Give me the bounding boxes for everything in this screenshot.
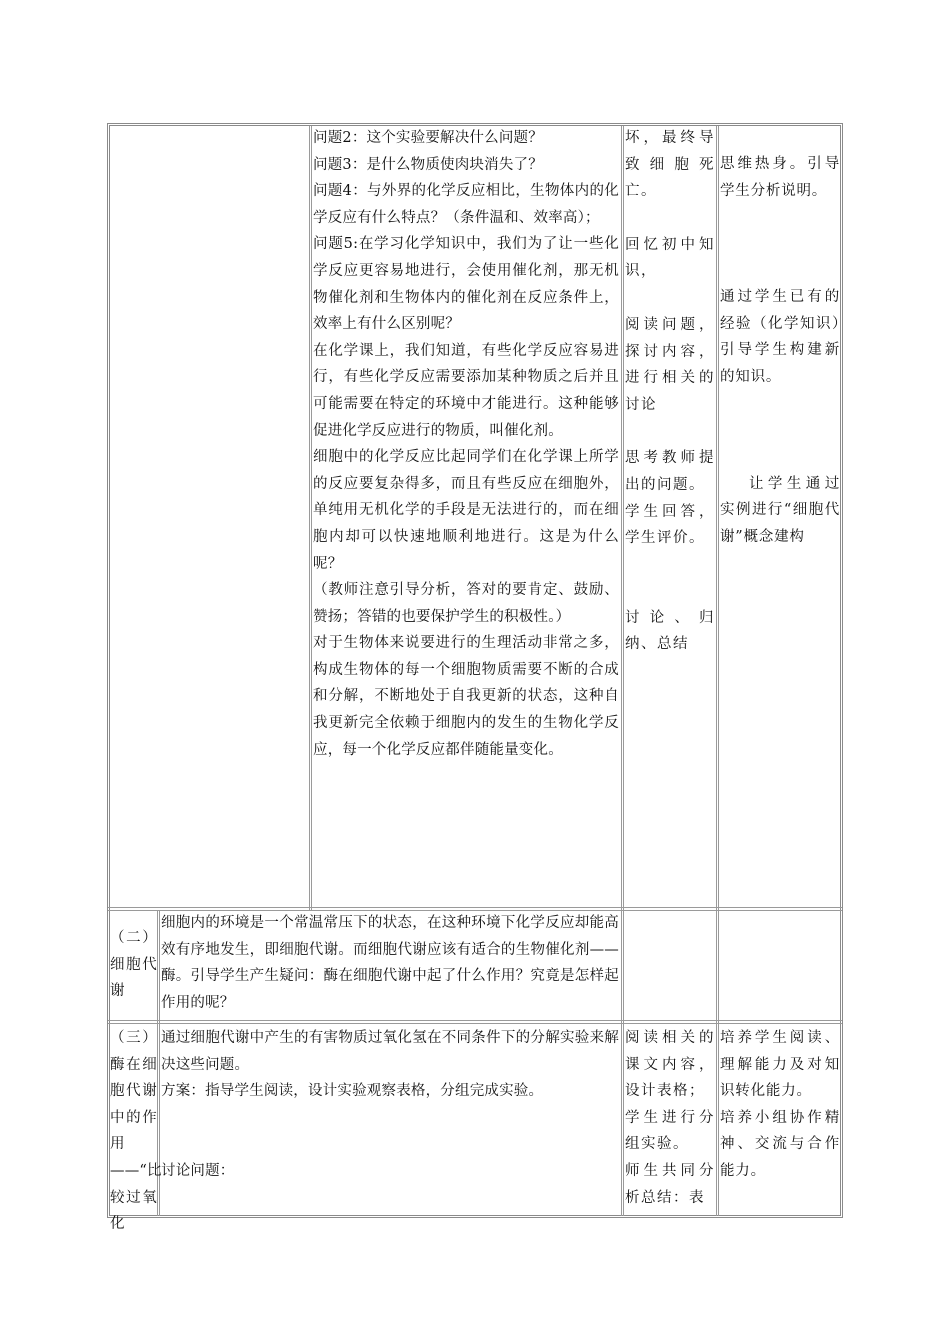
design-intent-item: 让学生通过实例进行“细胞代谢”概念建构 [720,475,840,545]
row2-section-label: （二）细胞代谢 [110,930,157,1000]
row2-teacher-content [161,910,619,1016]
question-2: 问题2：这个实验要解决什么问题？ [313,130,543,146]
row3-section-label: （三）酶在细胞代谢中的作用——“比较过氧化 [110,1030,162,1233]
cell-reaction-paragraph: 细胞中的化学反应比起同学们在化学课上所学的反应要复杂得多，而且有些反应在细胞外，单纯用无机化学的手段是无法进行的，而在细胞内却可以快速地顺利地进行。这是为什么呢？ [313,449,619,572]
column-divider [309,126,312,911]
column-divider [621,126,624,1216]
student-activity-item: 思考教师提出的问题。 [625,450,715,493]
question-3: 问题3：是什么物质使肉块消失了？ [313,156,543,173]
design-intent-item: 培养学生阅读、理解能力及对知识转化能力。 [720,1030,840,1100]
question-4: 问题4：与外界的化学反应相比，生物体内的化学反应有什么特点？（条件温和、效率高）； [313,183,619,226]
design-intent-item: 思维热身。引导学生分析说明。 [720,156,840,199]
design-intent-item: 通过学生已有的经验（化学知识）引导学生构建新的知识。 [720,289,840,385]
row3-teacher-content [161,1025,619,1184]
student-activity-item: 师生共同分析总结：表 [625,1162,715,1206]
cell-metabolism-paragraph: 细胞内的环境是一个常温常压下的状态，在这种环境下化学反应却能高效有序地发生，即细胞代谢。而细胞代谢应该有适合的生物催化剂——酶。引导学生产生疑问：酶在细胞代谢中起了什么作用？究竟是怎样起作用的呢？ [161,915,619,1011]
metabolism-paragraph: 对于生物体来说要进行的生理活动非常之多，构成生物体的每一个细胞物质需要不断的合成和分解，不断地处于自我更新的状态，这种自我更新完全依赖于细胞内的发生的生物化学反应，每一个化学反应都伴随能量变化。 [313,635,619,758]
row1-design-intent [720,151,840,550]
student-activity-item: 学生回答，学生评价。 [625,503,715,547]
student-activity-item: 讨论、归纳、总结 [625,609,715,653]
row-divider [108,1020,842,1024]
catalyst-explanation: 在化学课上，我们知道，有些化学反应容易进行，有些化学反应需要添加某种物质之后并且可能需要在特定的环境中才能进行。这种能够促进化学反应进行的物质，叫催化剂。 [313,342,619,439]
student-activity-item: 学生进行分组实验。 [625,1109,715,1153]
row3-student-activity [625,1025,715,1211]
design-intent-item: 培养小组协作精神、交流与合作能力。 [720,1109,840,1179]
experiment-intro: 通过细胞代谢中产生的有害物质过氧化氢在不同条件下的分解实验来解决这些问题。 [161,1030,619,1073]
row1-student-activity [625,125,715,658]
question-5: 问题5:在学习化学知识中，我们为了让一些化学反应更容易地进行，会使用催化剂，那无机物催化剂和生物体内的催化剂在反应条件上，效率上有什么区别呢？ [313,236,619,333]
student-activity-item: 阅读问题，探讨内容，进行相关的讨论 [625,316,715,413]
row3-design-intent [720,1025,840,1185]
teacher-note: （教师注意引导分析，答对的要肯定、鼓励、赞扬；答错的也要保护学生的积极性。） [313,582,619,625]
column-divider [716,126,719,1216]
row1-teacher-content [313,125,619,763]
student-activity-item: 坏，最终导致细胞死亡。 [625,130,715,200]
student-activity-item: 阅读相关的课文内容，设计表格； [625,1030,715,1100]
experiment-plan: 方案：指导学生阅读，设计实验观察表格，分组完成实验。 [161,1083,544,1100]
student-activity-item: 回忆初中知识， [625,236,715,280]
discussion-questions: 讨论问题： [161,1162,235,1179]
